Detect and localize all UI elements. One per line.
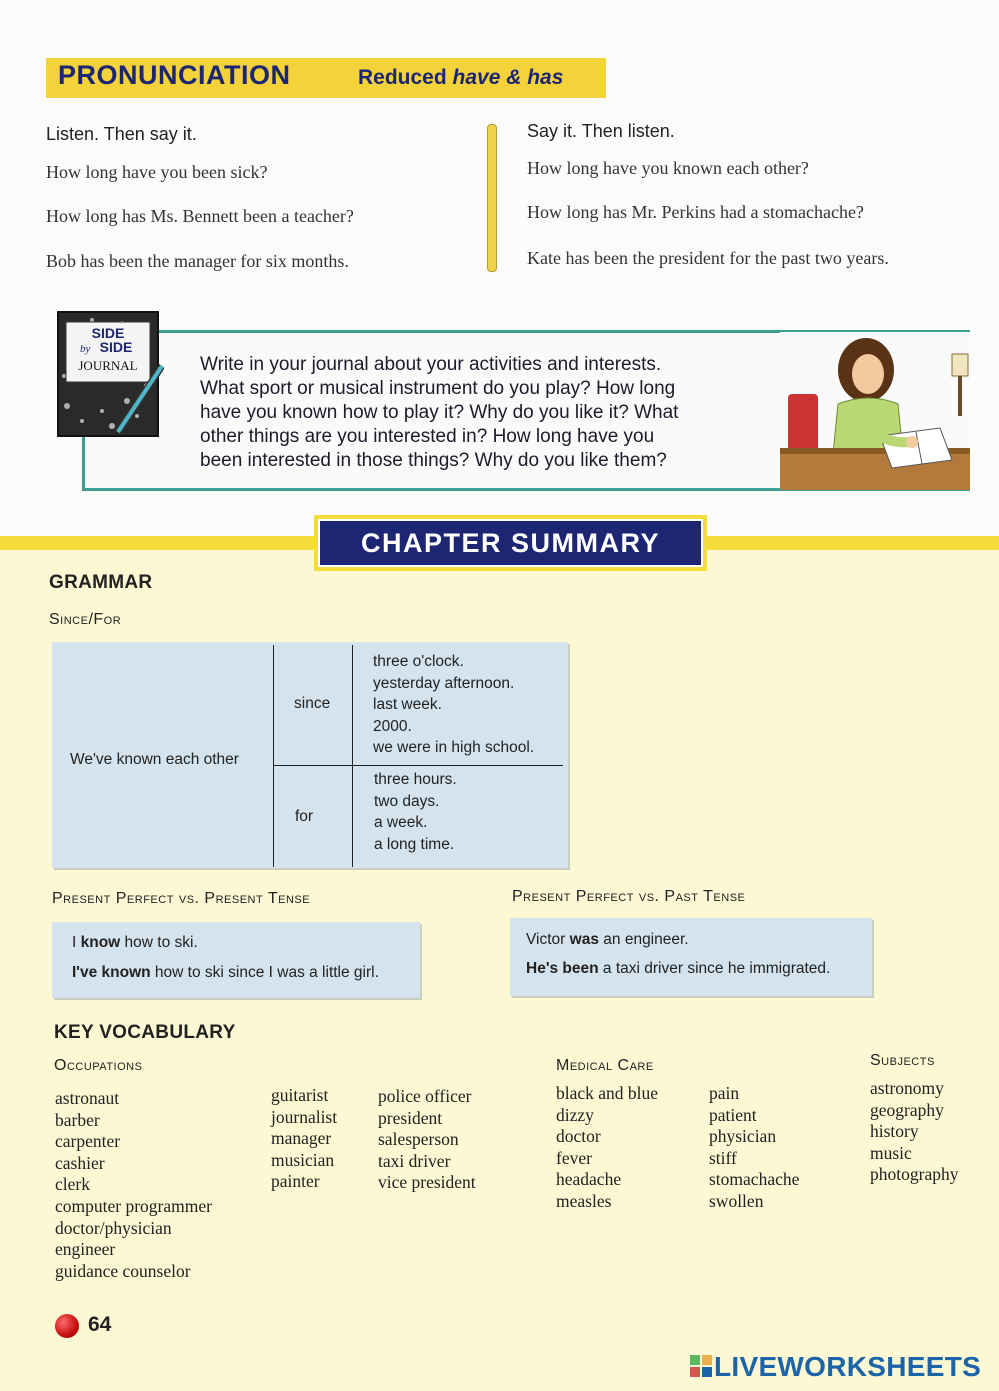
for-item: a long time.	[374, 835, 455, 853]
medical-col-2	[709, 1083, 799, 1213]
journal-line: have you known how to play it? Why do you like it? What	[200, 402, 679, 423]
for-item: two days.	[374, 792, 440, 810]
subjects-heading: Subjects	[870, 1052, 935, 1069]
vocab-word: geography	[870, 1099, 944, 1120]
page-dot-icon	[55, 1314, 79, 1338]
table-divider	[273, 645, 274, 867]
journal-logo-by: by	[80, 343, 91, 355]
vocab-word: police officer	[378, 1086, 472, 1106]
vocab-word: taxi driver	[378, 1150, 451, 1171]
pp-present-heading: Present Perfect vs. Present Tense	[52, 890, 311, 907]
text-bold: I've known	[72, 964, 151, 981]
vocab-word: guidance counselor	[55, 1260, 191, 1281]
since-item: three o'clock.	[373, 653, 464, 670]
column-divider	[487, 124, 497, 272]
girl-writing-illustration	[780, 332, 970, 490]
since-items	[373, 651, 534, 759]
listen-line: Bob has been the manager for six months.	[46, 251, 349, 271]
vocab-word: engineer	[55, 1239, 116, 1260]
vocab-word: manager	[271, 1128, 332, 1149]
journal-line: other things are you interested in? How long have you	[200, 426, 655, 447]
pronunciation-subtitle	[358, 66, 563, 90]
table-divider	[352, 645, 353, 867]
page-number: 64	[88, 1313, 112, 1336]
vocab-word: dizzy	[556, 1104, 594, 1125]
vocab-word: black and blue	[556, 1083, 659, 1103]
say-line: Kate has been the president for the past two years.	[527, 248, 889, 268]
say-line: How long have you known each other?	[527, 158, 809, 178]
say-heading: Say it. Then listen.	[527, 121, 675, 141]
vocab-word: carpenter	[55, 1131, 121, 1152]
vocab-word: music	[870, 1142, 912, 1163]
vocab-word: painter	[271, 1171, 320, 1192]
vocab-word: history	[870, 1121, 919, 1142]
text-bold: know	[80, 934, 121, 951]
vocab-word: doctor	[556, 1126, 601, 1147]
since-item: 2000.	[373, 717, 412, 735]
listen-line: How long have you been sick?	[46, 162, 268, 182]
subjects-list	[870, 1078, 958, 1186]
occupations-heading: Occupations	[54, 1057, 143, 1074]
listen-line: How long has Ms. Bennett been a teacher?	[46, 206, 354, 226]
text-segment: how to ski.	[120, 934, 198, 951]
liveworksheets-logo-icon	[690, 1355, 712, 1377]
vocab-word: patient	[709, 1104, 757, 1125]
vocab-word: journalist	[271, 1106, 338, 1127]
text-segment: Victor	[526, 931, 570, 948]
occupations-col-2	[271, 1085, 337, 1193]
vocab-word: vice president	[378, 1172, 476, 1193]
text-segment: a taxi driver since he immigrated.	[598, 960, 831, 977]
journal-line: been interested in those things? Why do you like them?	[200, 450, 667, 471]
journal-line: What sport or musical instrument do you play? How long	[200, 378, 676, 399]
pp-past-box	[510, 918, 872, 996]
vocab-word: doctor/physician	[55, 1217, 172, 1238]
vocab-word: astronomy	[870, 1078, 944, 1098]
subtitle-italic: have & has	[452, 66, 564, 89]
vocab-word: stiff	[709, 1147, 737, 1168]
liveworksheets-text: LIVEWORKSHEETS	[714, 1351, 982, 1382]
pp-past-example-1	[526, 931, 689, 949]
pp-past-heading: Present Perfect vs. Past Tense	[512, 888, 746, 905]
vocab-word: president	[378, 1107, 443, 1128]
for-item: three hours.	[374, 771, 457, 788]
text-segment: an engineer.	[598, 931, 689, 948]
vocab-word: barber	[55, 1109, 100, 1130]
chapter-summary-title: CHAPTER SUMMARY	[318, 519, 703, 567]
subtitle-prefix: Reduced	[358, 66, 453, 89]
say-line: How long has Mr. Perkins had a stomachache?	[527, 202, 864, 222]
vocab-word: computer programmer	[55, 1195, 212, 1216]
grammar-heading: GRAMMAR	[49, 572, 153, 593]
vocab-word: cashier	[55, 1152, 105, 1173]
journal-logo-side: SIDE	[91, 325, 125, 341]
chapter-summary-banner	[314, 515, 707, 571]
journal-prompt	[200, 353, 780, 473]
for-items	[374, 769, 457, 855]
occupations-col-1	[55, 1088, 212, 1282]
vocab-word: astronaut	[55, 1088, 120, 1108]
vocab-word: stomachache	[709, 1169, 800, 1190]
vocab-word: fever	[556, 1147, 592, 1168]
journal-logo-journal: JOURNAL	[78, 358, 138, 373]
key-vocabulary-heading: KEY VOCABULARY	[54, 1022, 236, 1043]
vocab-word: swollen	[709, 1190, 764, 1211]
vocab-word: salesperson	[378, 1129, 459, 1150]
since-for-heading: Since/For	[49, 611, 122, 628]
pp-present-example-2	[72, 964, 379, 982]
vocab-word: headache	[556, 1169, 622, 1190]
vocab-word: musician	[271, 1149, 335, 1170]
vocab-word: photography	[870, 1164, 959, 1185]
since-item: we were in high school.	[373, 739, 535, 757]
journal-logo-side-2: SIDE	[99, 339, 133, 355]
for-label: for	[295, 808, 314, 825]
medical-care-heading: Medical Care	[556, 1057, 654, 1074]
vocab-word: measles	[556, 1190, 612, 1211]
pronunciation-title: PRONUNCIATION	[58, 60, 291, 90]
medical-col-1	[556, 1083, 658, 1213]
journal-line: Write in your journal about your activities and interests.	[200, 354, 662, 375]
journal-notebook-icon	[52, 306, 164, 440]
vocab-word: guitarist	[271, 1085, 329, 1105]
for-item: a week.	[374, 814, 428, 832]
text-segment: how to ski since I was a little girl.	[150, 964, 379, 981]
since-item: last week.	[373, 696, 442, 714]
since-item: yesterday afternoon.	[373, 674, 515, 692]
occupations-col-3	[378, 1086, 476, 1194]
listen-heading: Listen. Then say it.	[46, 124, 197, 144]
text-bold: was	[569, 931, 599, 948]
vocab-word: clerk	[55, 1174, 90, 1195]
text-bold: He's been	[526, 960, 599, 977]
text-segment: I	[72, 934, 81, 951]
pp-past-example-2	[526, 960, 830, 978]
vocab-word: physician	[709, 1126, 777, 1147]
table-subject: We've known each other	[70, 751, 239, 768]
vocab-word: pain	[709, 1083, 740, 1103]
table-divider	[273, 765, 563, 766]
pp-present-example-1	[72, 934, 198, 952]
since-label: since	[294, 695, 331, 712]
